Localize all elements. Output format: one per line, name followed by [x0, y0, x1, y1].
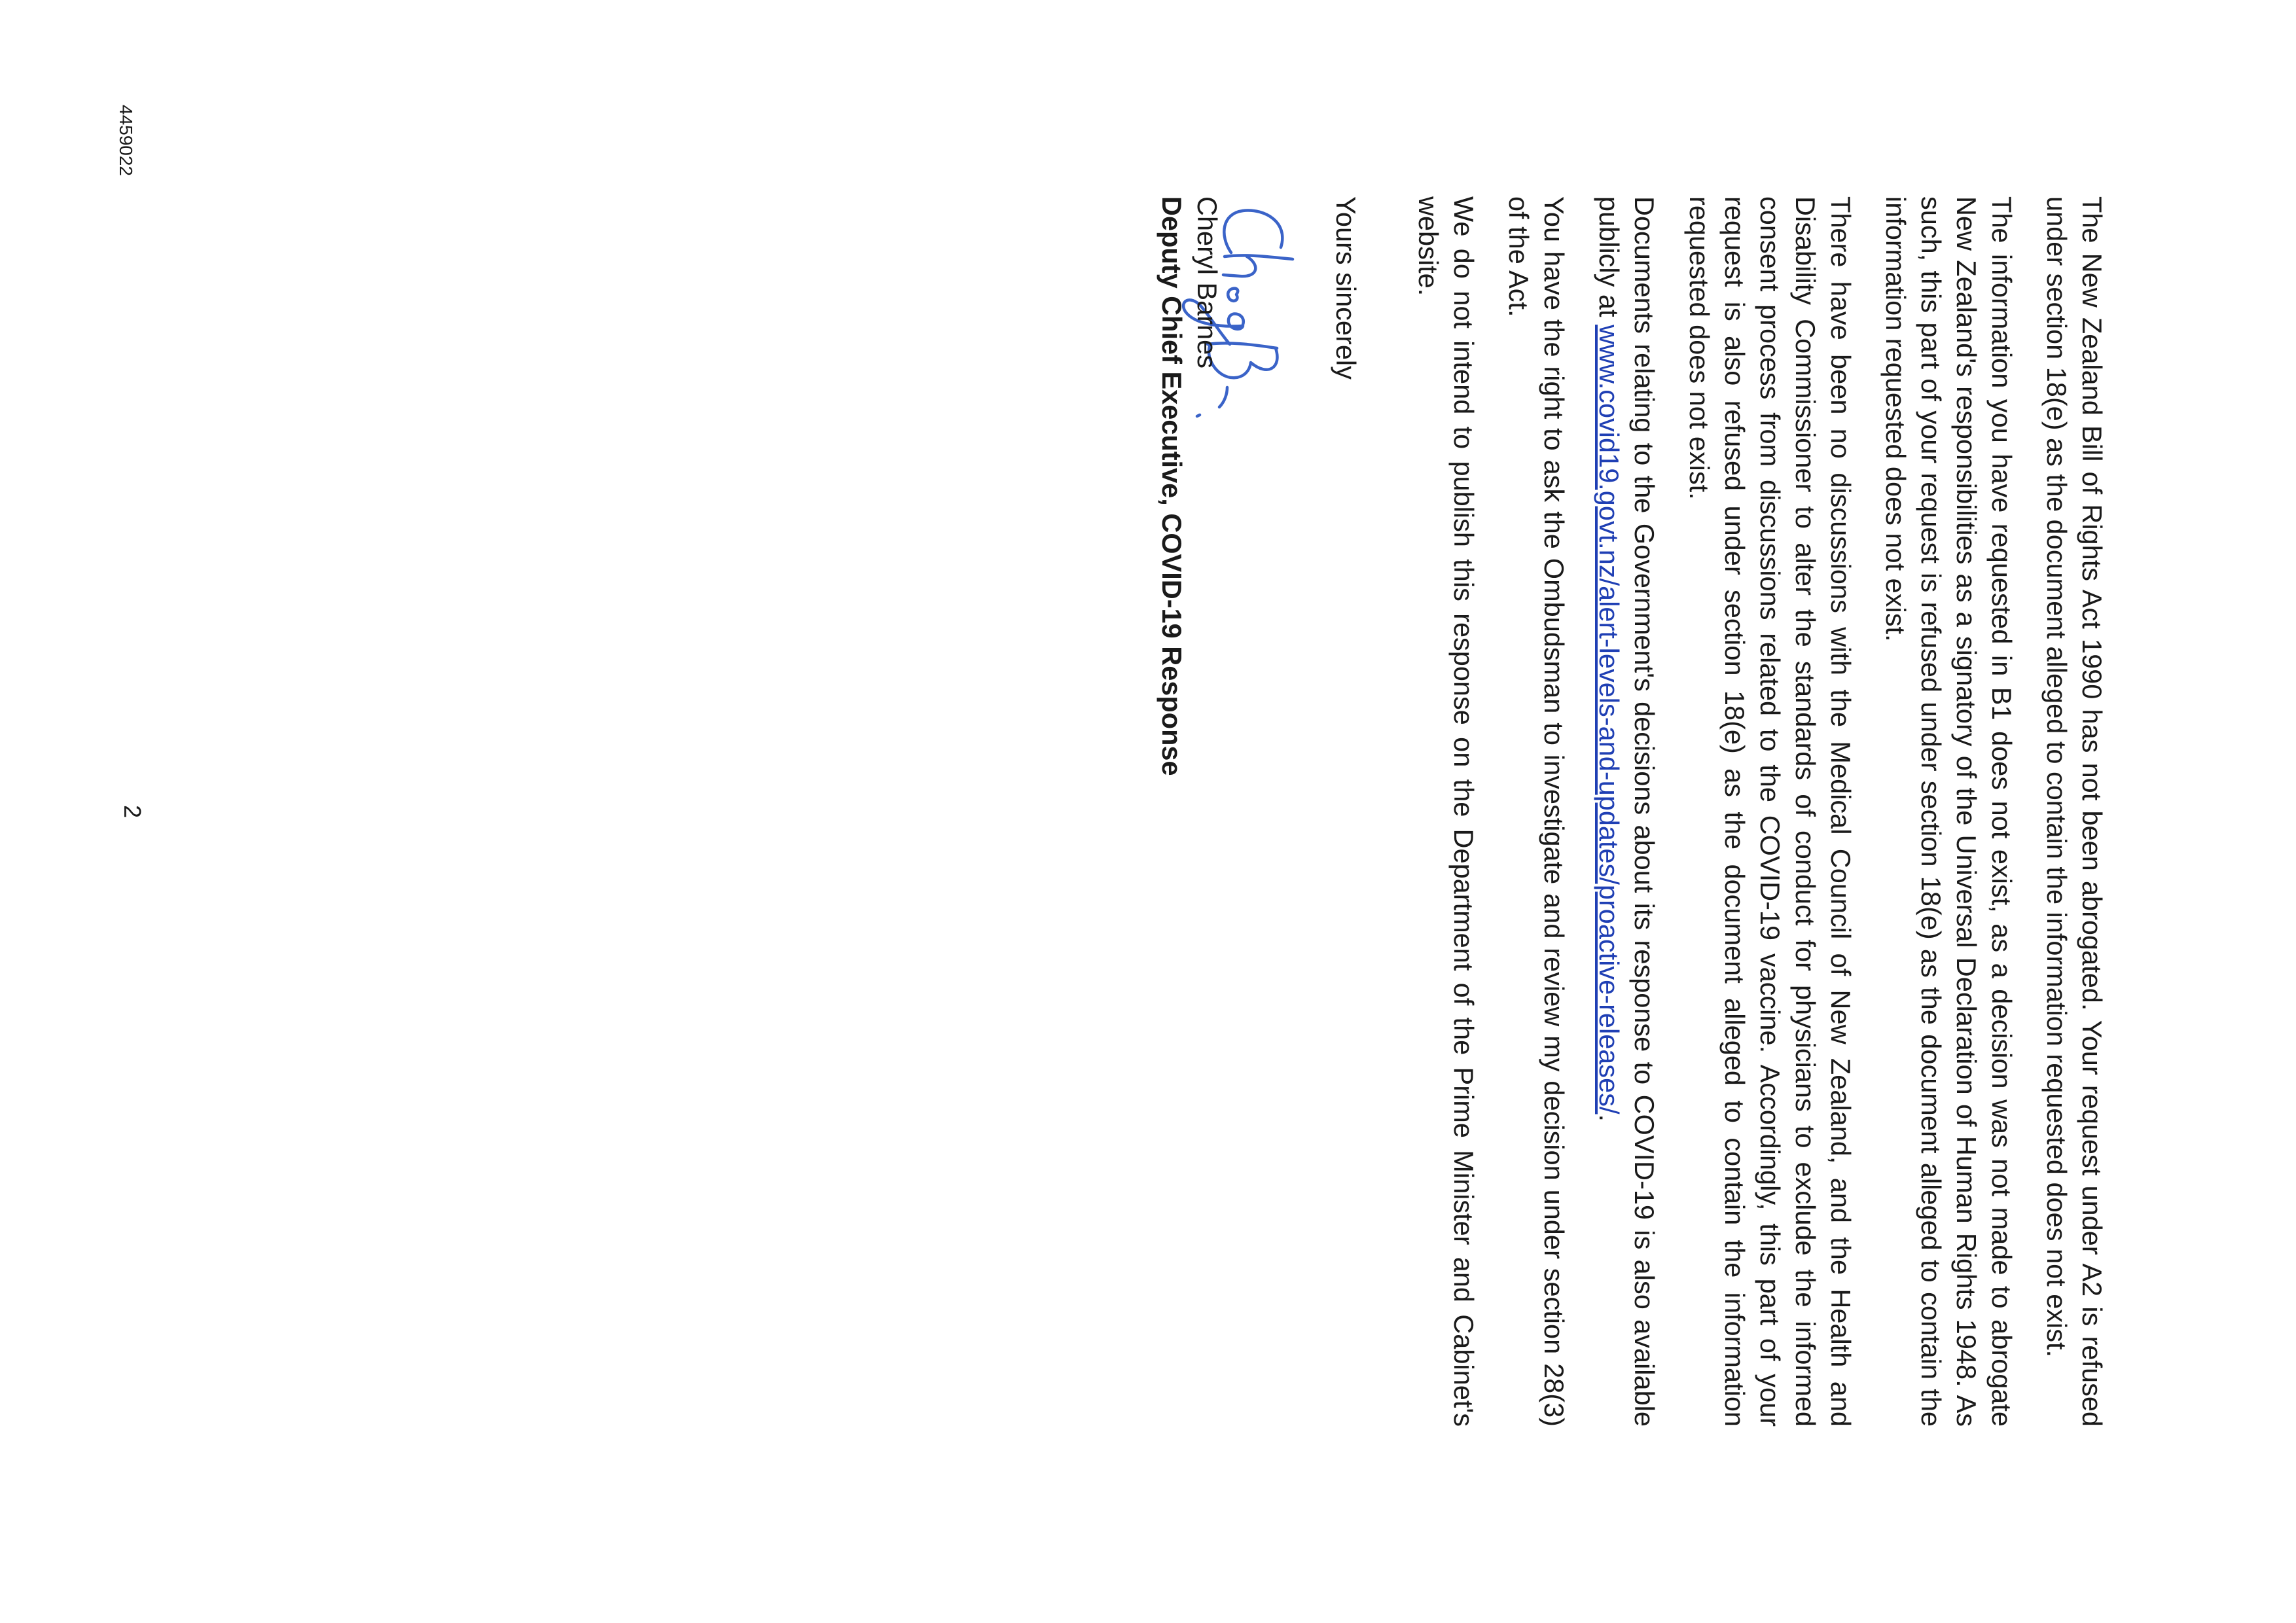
signer-title: Deputy Chief Executive, COVID-19 Response — [1157, 196, 1187, 776]
letter-body — [1154, 196, 2109, 1427]
paragraph-proactive-releases-text: Documents relating to the Government's decisions about its response to COVID-19 is also available publicly at — [1594, 196, 1660, 1427]
paragraph-medical-council: There have been no discussions with the Medical Council of New Zealand, and the Health and Disability Commissioner to alter the standards of conduct for physicians to exclude the informed consent process from discussions related to the COVID-19 vaccine. Accordingly, this part of your request is also refused under section 18(e) as the document alleged to contain the information requested does not exist. — [1684, 196, 1856, 1427]
proactive-releases-link[interactable]: www.covid19.govt.nz/alert-levels-and-updates/proactive-releases/ — [1594, 325, 1624, 1115]
paragraph-proactive-releases — [1591, 196, 1662, 1427]
paragraph-human-rights-declaration: The information you have requested in B1 does not exist, as a decision was not made to abrogate New Zealand's responsibilities as a signatory of the Universal Declaration of Human Rights 1948. As such, this part of your request is refused under section 18(e) as the document alleged to contain the information requested does not exist. — [1880, 196, 2017, 1427]
paragraph-proactive-releases-end: . — [1594, 1114, 1624, 1122]
page-number: 2 — [119, 804, 146, 819]
paragraph-bill-of-rights: The New Zealand Bill of Rights Act 1990 has not been abrogated. Your request under A2 is refused under section 18(e) as the document alleged to contain the information requested does not exist. — [2041, 196, 2108, 1427]
closing-salutation: Yours sincerely — [1331, 196, 1361, 380]
document-reference: 4459022 — [116, 105, 136, 177]
signer-name: Cheryl Barnes — [1192, 196, 1223, 368]
paragraph-publication: We do not intend to publish this response on the Department of the Prime Minister and Cabinet's website. — [1413, 196, 1479, 1427]
paragraph-ombudsman: You have the right to ask the Ombudsman to investigate and review my decision under section 28(3) of the Act. — [1503, 196, 1570, 1427]
